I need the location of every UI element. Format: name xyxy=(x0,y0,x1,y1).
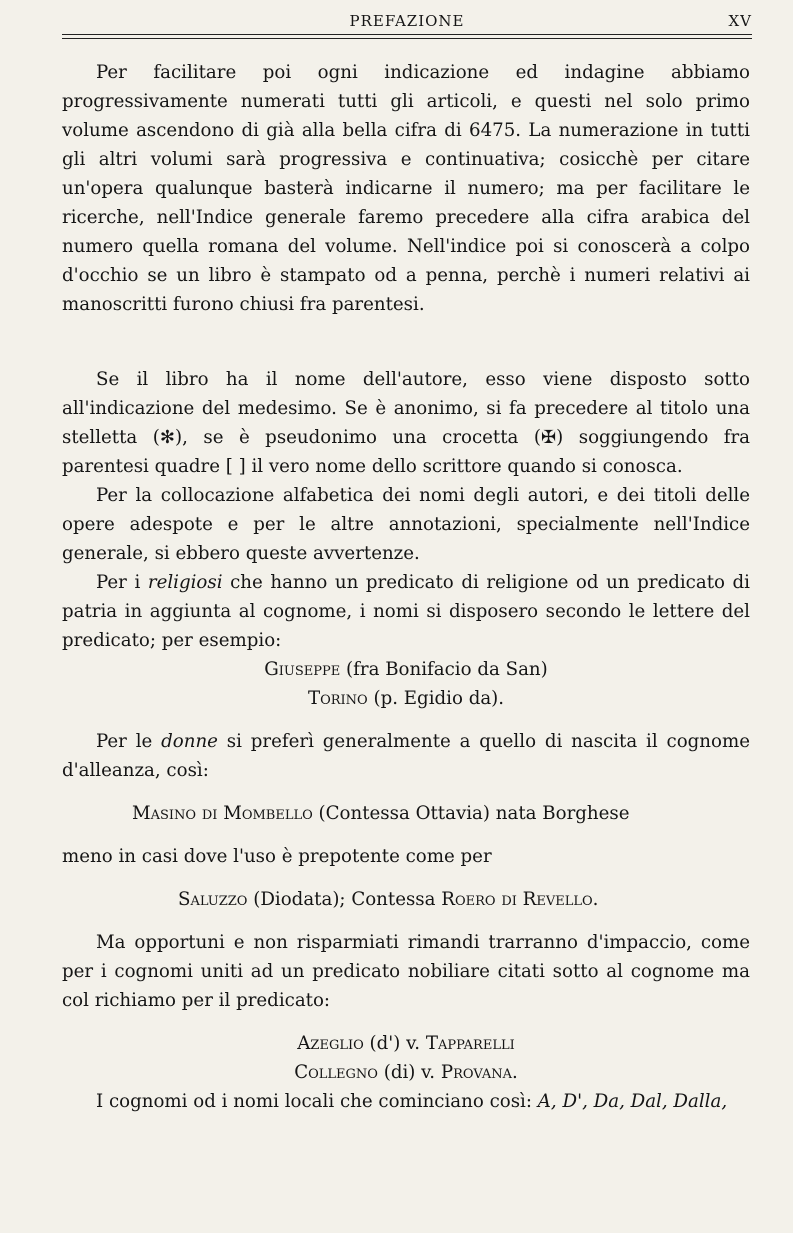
example-detail: (d') v. xyxy=(363,1033,426,1054)
example-line xyxy=(62,799,750,828)
example-name: Tapparelli xyxy=(425,1033,515,1054)
example-detail: (di) v. xyxy=(377,1062,441,1083)
example-name: Masino di Mombello xyxy=(132,803,313,824)
example-line xyxy=(62,1029,750,1058)
body-text xyxy=(62,58,750,1116)
header-title: PREFAZIONE xyxy=(349,12,465,30)
emphasis: A, D', Da, Dal, Dalla, xyxy=(537,1091,728,1112)
example-detail: (Contessa Ottavia) nata Borghese xyxy=(312,803,630,824)
paragraph-references: Ma opportuni e non risparmiati rimandi trarranno d'impaccio, come per i cognomi uniti ad un predicato nobiliare citati sotto al cognome ma col richiamo per il predicato: xyxy=(62,932,750,1011)
example-detail: . xyxy=(592,889,599,910)
running-header xyxy=(62,8,752,32)
paragraph-numbering: Per facilitare poi ogni indicazione ed indagine abbiamo progressivamente numerati tutti gli articoli, e questi nel solo primo volume ascendono di già alla bella cifra di 6475. La numerazione in tutti gli altri volumi sarà progressiva e continuativa; cosicchè per citare un'opera qualunque basterà indicarne il numero; ma per facilitare le ricerche, nell'Indice generale faremo precedere alla cifra arabica del numero quella romana del volume. Nell'indice poi si conoscerà a colpo d'occhio se un libro è stampato od a penna, perchè i numeri relativi ai manoscritti furono chiusi fra parentesi. xyxy=(62,62,750,315)
example-name: Azeglio xyxy=(297,1033,364,1054)
paragraph-surnames xyxy=(62,1087,750,1116)
example-detail: (fra Bonifacio da San) xyxy=(340,659,548,680)
example-name: Provana xyxy=(440,1062,512,1083)
header-rule-bottom xyxy=(62,38,752,39)
example-line xyxy=(62,885,750,914)
example-line xyxy=(62,1058,750,1087)
example-detail: (p. Egidio da). xyxy=(367,688,505,709)
emphasis: religiosi xyxy=(147,572,223,593)
text: I cognomi od i nomi locali che cominciano così: xyxy=(96,1091,538,1112)
example-line xyxy=(62,655,750,684)
example-name: Roero di Revello xyxy=(441,889,593,910)
page-number: XV xyxy=(728,12,752,30)
paragraph-authors: Se il libro ha il nome dell'autore, esso viene disposto sotto all'indicazione del medesimo. Se è anonimo, si fa precedere al titolo una stelletta (✻), se è pseudonimo una crocetta (✠) soggiungendo fra parentesi quadre [ ] il vero nome dello scrittore quando si conosca. xyxy=(62,369,750,477)
text: si preferì generalmente a quello di nascita il cognome d'alleanza, così: xyxy=(62,731,750,781)
example-detail: (Diodata); Contessa xyxy=(247,889,442,910)
paragraph-alphabetical: Per la collocazione alfabetica dei nomi degli autori, e dei titoli delle opere adespote e per le altre annotazioni, specialmente nell'Indice generale, si ebbero queste avvertenze. xyxy=(62,485,750,564)
text: Per i xyxy=(96,572,148,593)
example-name: Giuseppe xyxy=(264,659,341,680)
text: Per le xyxy=(96,731,162,752)
example-name: Saluzzo xyxy=(178,889,248,910)
header-rule-top xyxy=(62,34,752,35)
paragraph-exception: meno in casi dove l'uso è prepotente come per xyxy=(62,846,492,867)
paragraph-religious xyxy=(62,568,750,655)
emphasis: donne xyxy=(161,731,218,752)
text: che hanno un predicato di religione od un predicato di patria in aggiunta al cognome, i nomi si disposero secondo le lettere del predicato; per esempio: xyxy=(62,572,750,651)
example-name: Collegno xyxy=(294,1062,378,1083)
example-detail: . xyxy=(511,1062,518,1083)
example-name: Torino xyxy=(307,688,368,709)
example-line xyxy=(62,684,750,713)
paragraph-women xyxy=(62,727,750,785)
